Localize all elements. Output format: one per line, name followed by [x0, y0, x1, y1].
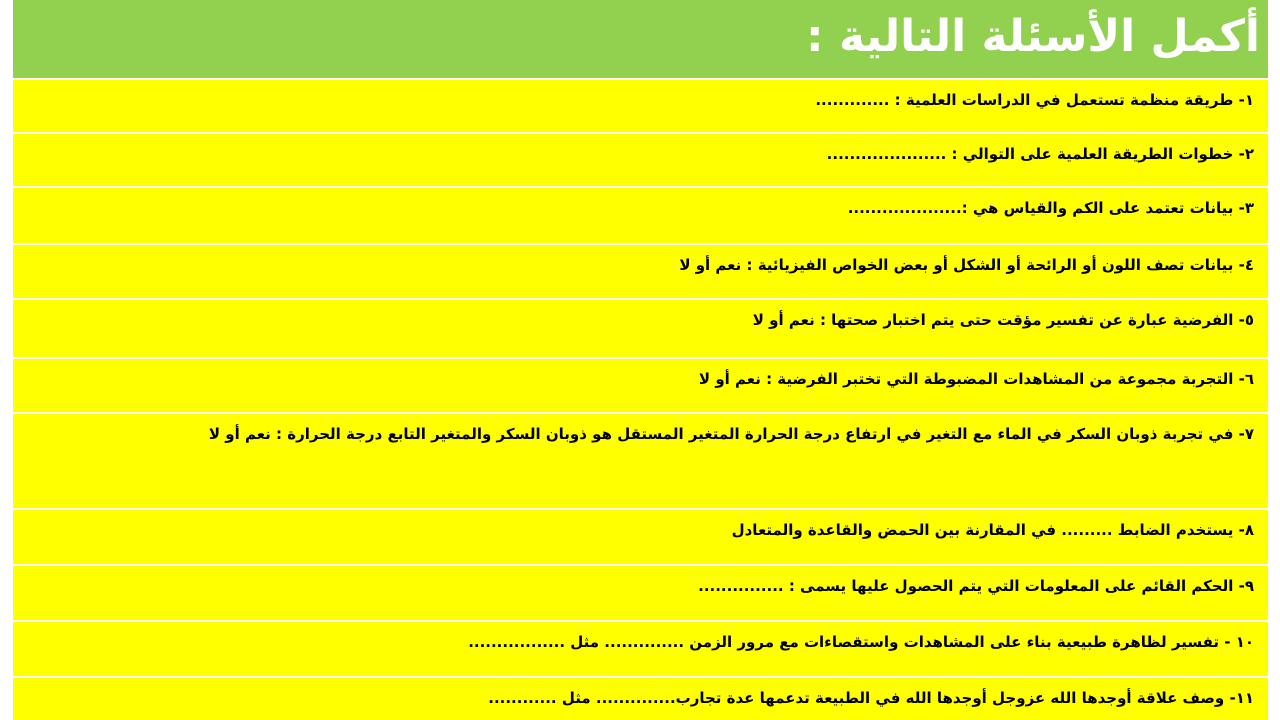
question-row-8: [13, 510, 1268, 566]
question-text-10: ١٠ - تفسير لظاهرة طبيعية بناء على المشاهدات واستقصاءات مع مرور الزمن .............. مثل .................: [468, 633, 1254, 651]
question-text-4: ٤- بيانات تصف اللون أو الرائحة أو الشكل أو بعض الخواص الفيزيائية : نعم أو لا: [679, 256, 1254, 274]
question-text-8: ٨- يستخدم الضابط ......... في المقارنة بين الحمض والقاعدة والمتعادل: [731, 521, 1254, 539]
question-text-11: ١١- وصف علاقة أوجدها الله عزوجل أوجدها الله في الطبيعة تدعمها عدة تجارب.............. مثل ............: [488, 689, 1254, 707]
question-row-1: [13, 80, 1268, 134]
question-row-5: [13, 300, 1268, 359]
question-row-9: [13, 566, 1268, 622]
question-row-11: [13, 678, 1268, 720]
question-text-6: ٦- التجربة مجموعة من المشاهدات المضبوطة التي تختبر الفرضية : نعم أو لا: [698, 370, 1254, 388]
page-title: أكمل الأسئلة التالية :: [806, 11, 1260, 62]
questions-table: [13, 80, 1268, 720]
question-row-4: [13, 245, 1268, 300]
question-row-7: [13, 414, 1268, 510]
question-text-3: ٣- بيانات تعتمد على الكم والقياس هي :....................: [847, 199, 1254, 217]
question-row-2: [13, 134, 1268, 188]
question-row-6: [13, 359, 1268, 414]
question-row-10: [13, 622, 1268, 678]
question-text-7: ٧- في تجربة ذوبان السكر في الماء مع التغير في ارتفاع درجة الحرارة المتغير المستقل هو ذوبان السكر والمتغير التابع درجة الحرارة : نعم أو لا: [208, 425, 1254, 443]
question-text-1: ١- طريقة منظمة تستعمل في الدراسات العلمية : .............: [815, 91, 1254, 109]
question-text-9: ٩- الحكم القائم على المعلومات التي يتم الحصول عليها يسمى : ...............: [698, 577, 1254, 595]
question-row-3: [13, 188, 1268, 245]
header-banner: [13, 0, 1268, 78]
question-text-5: ٥- الفرضية عبارة عن تفسير مؤقت حتى يتم اختبار صحتها : نعم أو لا: [752, 311, 1254, 329]
question-text-2: ٢- خطوات الطريقة العلمية على التوالي : .....................: [826, 145, 1254, 163]
